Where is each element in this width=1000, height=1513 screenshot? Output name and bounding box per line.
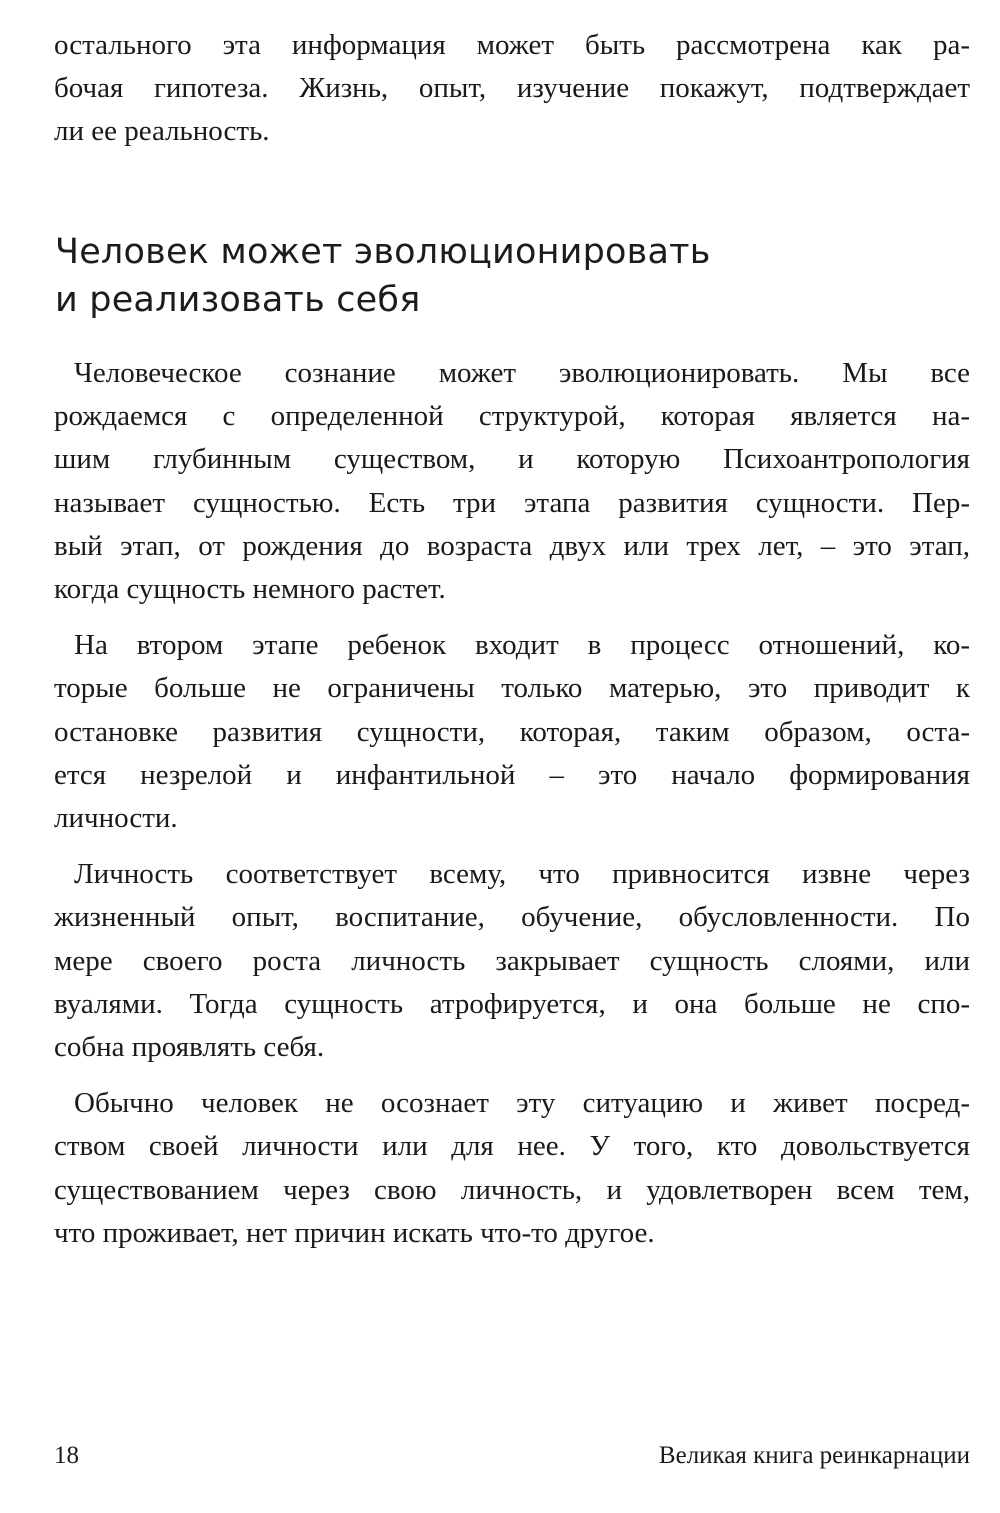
paragraph-line: торые больше не ограничены только матерью, это приводит к	[54, 672, 970, 705]
running-title: Великая книга реинкарнации	[658, 1442, 970, 1469]
intro-paragraph	[54, 24, 970, 153]
intro-line: бочая гипотеза. Жизнь, опыт, изучение покажут, подтверждает	[54, 72, 970, 104]
paragraph-line: вуалями. Тогда сущность атрофируется, и она больше не спо-	[54, 987, 970, 1020]
paragraph-line: существованием через свою личность, и удовлетворен всем тем,	[54, 1173, 970, 1206]
body-paragraph	[54, 853, 970, 1069]
paragraph-line: ством своей личности или для нее. У того, кто довольствуется	[54, 1130, 970, 1163]
section-heading-line: Человек может эволюционировать	[55, 232, 711, 272]
paragraph-line: мере своего роста личность закрывает сущность слоями, или	[54, 944, 970, 977]
section-heading	[55, 228, 955, 324]
paragraph-line: личности.	[54, 802, 178, 835]
paragraph-line: остановке развития сущности, которая, таким образом, оста-	[54, 715, 970, 748]
body-paragraph	[54, 1082, 970, 1255]
paragraph-line: называет сущностью. Есть три этапа развития сущности. Пер-	[54, 486, 970, 519]
paragraph-line: Человеческое сознание может эволюционировать. Мы все	[74, 357, 970, 389]
body-paragraph	[54, 624, 970, 840]
body-paragraph	[54, 352, 970, 611]
paragraph-line: вый этап, от рождения до возраста двух или трех лет, – это этап,	[54, 529, 970, 562]
section-heading-line: и реализовать себя	[55, 280, 421, 320]
paragraph-line: жизненный опыт, воспитание, обучение, обусловленности. По	[54, 901, 970, 934]
intro-line: остального эта информация может быть рассмотрена как ра-	[54, 29, 970, 61]
paragraph-line: На втором этапе ребенок входит в процесс отношений, ко-	[74, 629, 970, 662]
paragraph-line: когда сущность немного растет.	[54, 573, 446, 606]
paragraph-line: что проживает, нет причин искать что-то другое.	[54, 1216, 655, 1249]
paragraph-line: ется незрелой и инфантильной – это начало формирования	[54, 758, 970, 791]
page-number: 18	[54, 1442, 79, 1469]
paragraph-line: Обычно человек не осознает эту ситуацию и живет посред-	[74, 1087, 970, 1120]
paragraph-line: шим глубинным существом, и которую Психоантропология	[54, 443, 970, 476]
intro-line: ли ее реальность.	[54, 115, 270, 147]
section-body	[54, 352, 970, 1268]
paragraph-line: рождаемся с определенной структурой, которая является на-	[54, 400, 970, 433]
page-footer	[54, 1436, 970, 1476]
paragraph-line: собна проявлять себя.	[54, 1031, 325, 1064]
paragraph-line: Личность соответствует всему, что привносится извне через	[74, 858, 970, 891]
